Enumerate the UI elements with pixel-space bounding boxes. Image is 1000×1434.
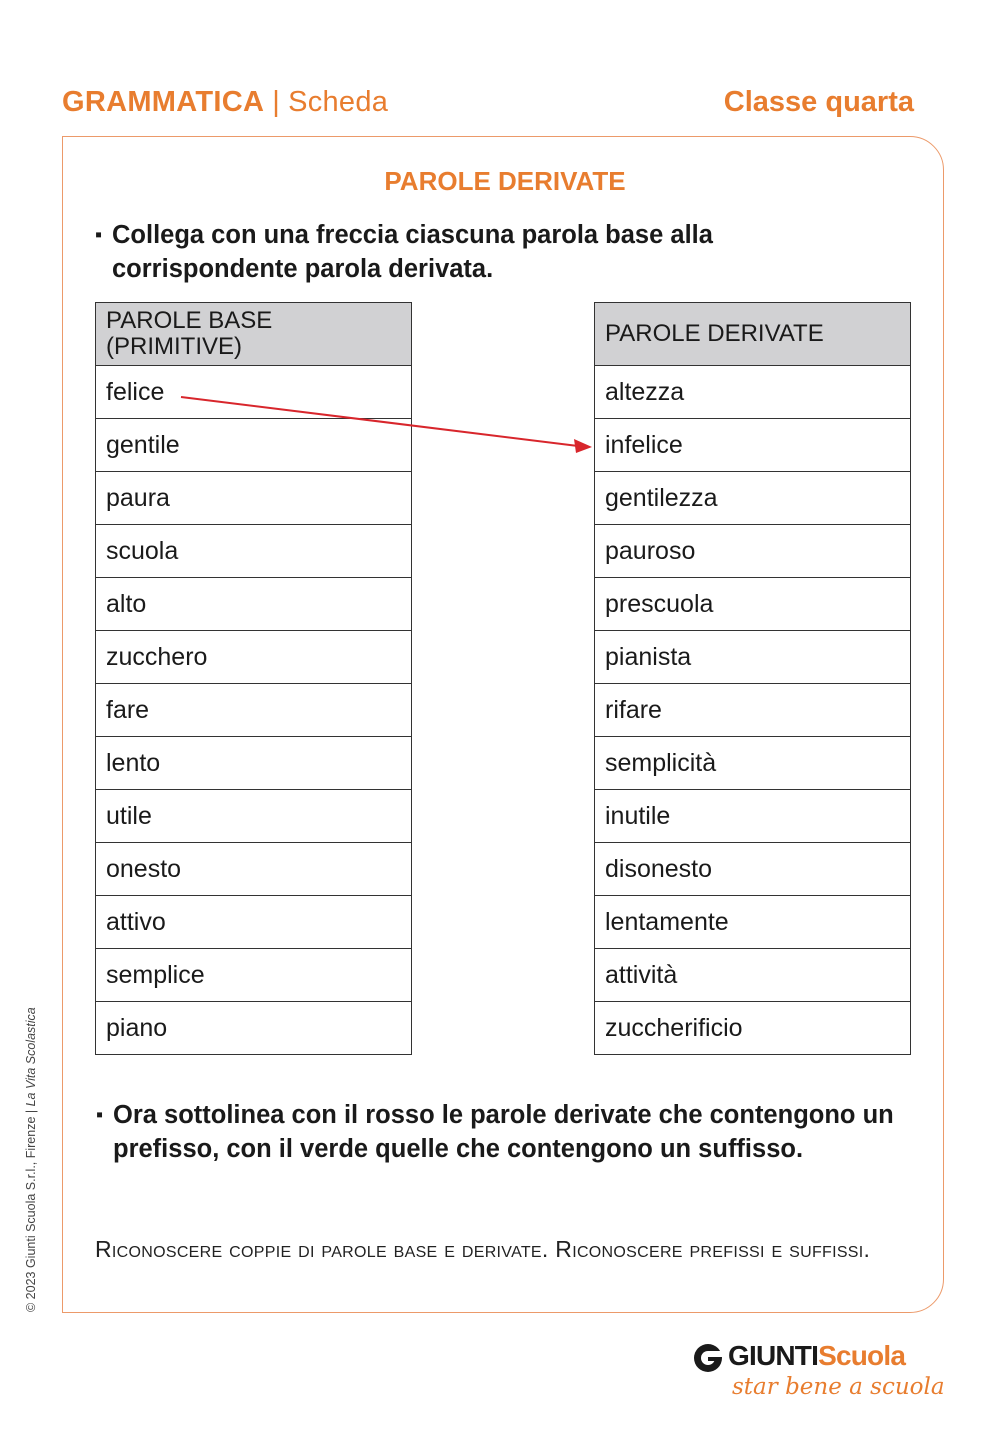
base-word-row xyxy=(96,419,412,472)
derived-words-header: PAROLE DERIVATE xyxy=(595,303,911,366)
base-word-row xyxy=(96,525,412,578)
derived-word-row xyxy=(595,684,911,737)
derived-word-row xyxy=(595,737,911,790)
logo-tagline: star bene a scuola xyxy=(732,1374,945,1400)
base-word-cell: piano xyxy=(96,1002,412,1055)
base-word-cell: gentile xyxy=(96,419,412,472)
derived-word-row xyxy=(595,1002,911,1055)
logo-brand xyxy=(728,1340,905,1372)
derived-word-row xyxy=(595,472,911,525)
derived-word-row xyxy=(595,949,911,1002)
base-words-header xyxy=(96,303,412,366)
derived-word-cell: lentamente xyxy=(595,896,911,949)
derived-word-cell: semplicità xyxy=(595,737,911,790)
copyright-publication: La Vita Scolastica xyxy=(24,1007,38,1107)
base-word-cell: alto xyxy=(96,578,412,631)
derived-word-cell: rifare xyxy=(595,684,911,737)
base-word-cell: scuola xyxy=(96,525,412,578)
base-word-row xyxy=(96,737,412,790)
copyright-note xyxy=(24,1007,38,1312)
derived-word-cell: gentilezza xyxy=(595,472,911,525)
instruction-2-text: Ora sottolinea con il rosso le parole derivate che contengono un prefisso, con il verde quelle che contengono un suffisso. xyxy=(113,1101,894,1163)
derived-words-table xyxy=(594,302,911,1055)
derived-word-row xyxy=(595,843,911,896)
derived-word-cell: zuccherificio xyxy=(595,1002,911,1055)
base-header-line1: PAROLE BASE xyxy=(106,307,273,334)
base-word-cell: zucchero xyxy=(96,631,412,684)
header-separator: | xyxy=(272,86,281,118)
derived-word-cell: altezza xyxy=(595,366,911,419)
derived-word-row xyxy=(595,419,911,472)
header-title xyxy=(62,86,388,119)
derived-word-cell: disonesto xyxy=(595,843,911,896)
derived-word-row xyxy=(595,896,911,949)
derived-word-row xyxy=(595,631,911,684)
base-word-row xyxy=(96,843,412,896)
base-word-cell: attivo xyxy=(96,896,412,949)
bullet-icon: ▪ xyxy=(95,224,103,246)
derived-word-row xyxy=(595,578,911,631)
base-words-table xyxy=(95,302,412,1055)
base-word-row xyxy=(96,684,412,737)
derived-word-cell: pauroso xyxy=(595,525,911,578)
logo-brand-part2: Scuola xyxy=(818,1340,906,1371)
derived-word-cell: inutile xyxy=(595,790,911,843)
base-word-cell: onesto xyxy=(96,843,412,896)
base-word-row xyxy=(96,631,412,684)
base-word-row xyxy=(96,578,412,631)
base-word-row xyxy=(96,949,412,1002)
derived-word-row xyxy=(595,790,911,843)
derived-word-cell: attività xyxy=(595,949,911,1002)
base-word-row xyxy=(96,1002,412,1055)
base-word-cell: lento xyxy=(96,737,412,790)
base-word-row xyxy=(96,366,412,419)
derived-word-row xyxy=(595,525,911,578)
instruction-1 xyxy=(95,218,812,286)
bullet-icon: ▪ xyxy=(96,1104,104,1126)
derived-word-cell: infelice xyxy=(595,419,911,472)
derived-word-cell: prescuola xyxy=(595,578,911,631)
derived-word-row xyxy=(595,366,911,419)
base-word-row xyxy=(96,790,412,843)
base-word-cell: felice xyxy=(96,366,412,419)
instruction-1-text: Collega con una freccia ciascuna parola base alla corrispondente parola derivata. xyxy=(112,221,713,283)
page-title: PAROLE DERIVATE xyxy=(384,166,626,196)
derived-word-cell: pianista xyxy=(595,631,911,684)
base-word-cell: paura xyxy=(96,472,412,525)
base-word-row xyxy=(96,896,412,949)
base-header-line2: (PRIMITIVE) xyxy=(106,333,242,360)
base-word-cell: fare xyxy=(96,684,412,737)
copyright-text: © 2023 Giunti Scuola S.r.l., Firenze | xyxy=(24,1106,38,1312)
instruction-2 xyxy=(96,1098,933,1166)
publisher-logo xyxy=(692,1340,945,1410)
learning-objective: Riconoscere coppie di parole base e derivate. Riconoscere prefissi e suffissi. xyxy=(95,1236,871,1262)
header-subject: GRAMMATICA xyxy=(62,86,265,118)
header-type: Scheda xyxy=(288,86,389,118)
base-word-cell: semplice xyxy=(96,949,412,1002)
logo-brand-part1: GIUNTI xyxy=(728,1340,819,1371)
giunti-g-icon xyxy=(692,1342,724,1374)
base-word-cell: utile xyxy=(96,790,412,843)
header-grade: Classe quarta xyxy=(723,86,914,118)
base-word-row xyxy=(96,472,412,525)
